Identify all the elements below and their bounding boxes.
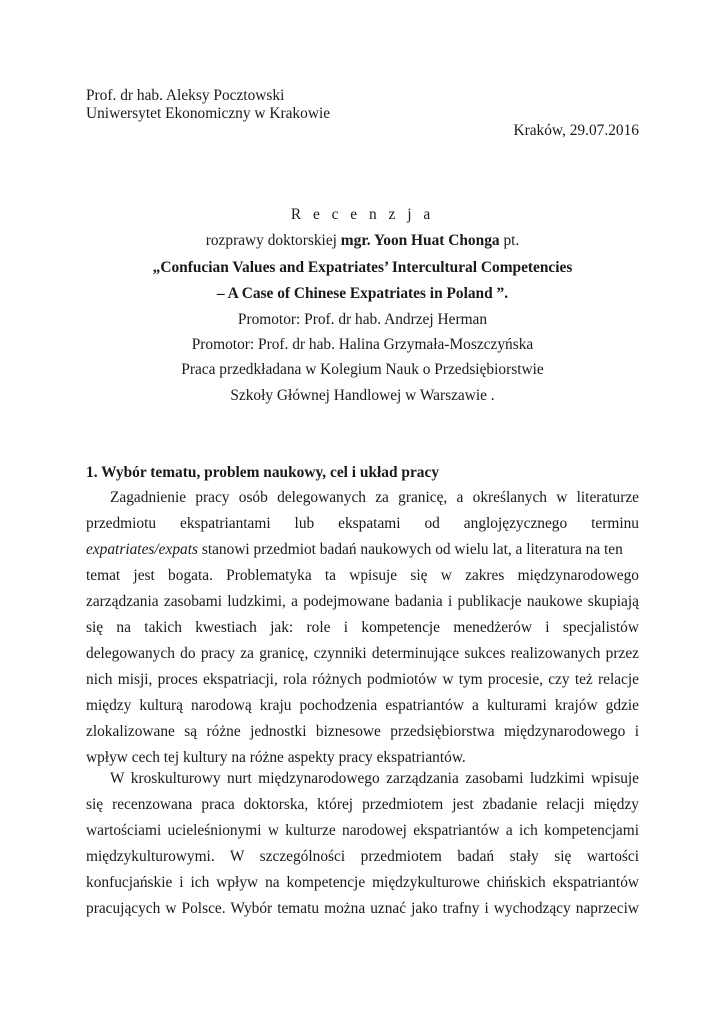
institution-line-2: Szkoły Głównej Handlowej w Warszawie . (230, 387, 495, 404)
p1-line: się na takich kwestiach jak: role i kompetencje menedżerów i specjalistów (86, 619, 639, 636)
promotor-1: Promotor: Prof. dr hab. Andrzej Herman (237, 311, 488, 328)
p1-line: delegowanych do pracy za granicę, czynniki determinujące sukces realizowanych przez (86, 645, 639, 662)
p1-line: temat jest bogata. Problematyka ta wpisuje się w zakres międzynarodowego (86, 567, 639, 584)
p1-line: zlokalizowane są różne jednostki biznesowe przedsiębiorstwa międzynarodowego i (86, 723, 639, 740)
p1-line: expatriates/expats stanowi przedmiot badań naukowych od wielu lat, a literatura na ten (86, 541, 623, 558)
review-heading: R e c e n z j a (290, 206, 435, 223)
p1-line: nich misji, proces ekspatriacji, rola różnych podmiotów w tym procesie, czy też relacje (86, 671, 639, 688)
author-name: Prof. dr hab. Aleksy Pocztowski (86, 87, 285, 104)
p1-line: między kulturą narodową kraju pochodzenia espatriantów a kulturami krajów gdzie (86, 697, 639, 714)
p1-line: zarządzania zasobami ludzkimi, a podejmowane badania i publikacje naukowe skupiają (86, 593, 639, 610)
p2-line: wartościami ucieleśnionymi w kulturze narodowej ekspatriantów a ich kompetencjami (86, 822, 639, 839)
p1-line: Zagadnienie pracy osób delegowanych za granicę, a określanych w literaturze (110, 489, 639, 506)
p1-line: przedmiotu ekspatriantami lub ekspatami od anglojęzycznego terminu (86, 515, 639, 532)
place-date: Kraków, 29.07.2016 (513, 122, 639, 139)
review-subject-line (86, 231, 639, 251)
expatriates-term: expatriates/expats (86, 541, 198, 558)
thesis-title-line-2: – A Case of Chinese Expatriates in Poland ”. (216, 285, 509, 302)
p2-line: W kroskulturowy nurt międzynarodowego zarządzania zasobami ludzkimi wpisuje (110, 770, 639, 787)
institution-line-1: Praca przedkładana w Kolegium Nauk o Przedsiębiorstwie (181, 361, 544, 378)
candidate-name: mgr. Yoon Huat Chonga (340, 232, 500, 249)
subject-suffix: pt. (499, 232, 520, 249)
p2-line: pracujących w Polsce. Wybór tematu można uznać jako trafny i wychodzący naprzeciw (86, 900, 639, 917)
subject-prefix: rozprawy doktorskiej (205, 232, 341, 249)
paragraph-1 (86, 485, 639, 771)
p2-line: się recenzowana praca doktorska, której przedmiotem jest zbadanie relacji między (86, 796, 639, 813)
paragraph-2 (86, 766, 639, 922)
author-affiliation: Uniwersytet Ekonomiczny w Krakowie (86, 105, 331, 122)
p2-line: konfucjańskie i ich wpływ na kompetencje międzykulturowe chińskich ekspatriantów (86, 874, 639, 891)
promotor-2: Promotor: Prof. dr hab. Halina Grzymała-Moszczyńska (191, 336, 534, 353)
p1-line: wpływ cech tej kultury na różne aspekty pracy ekspatriantów. (86, 749, 466, 766)
thesis-title-line-1: „Confucian Values and Expatriates’ Intercultural Competencies (152, 259, 573, 276)
section-heading: 1. Wybór tematu, problem naukowy, cel i układ pracy (86, 464, 440, 481)
p2-line: międzykulturowymi. W szczególności przedmiotem badań stały się wartości (86, 848, 639, 865)
